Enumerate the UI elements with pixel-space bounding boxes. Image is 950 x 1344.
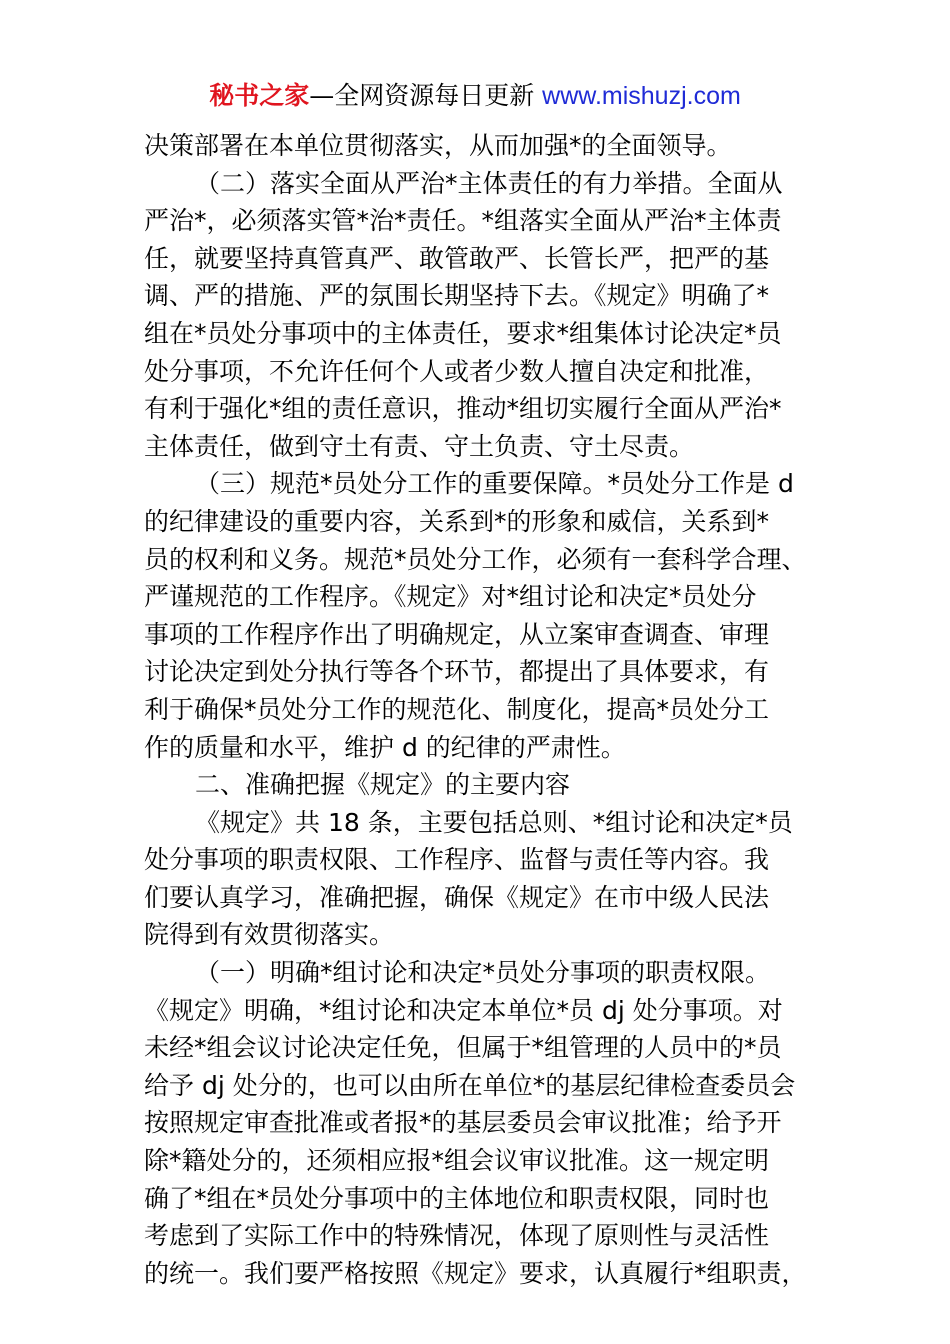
text-line: 员的权利和义务。规范*员处分工作，必须有一套科学合理、 bbox=[144, 544, 807, 574]
site-header bbox=[0, 78, 950, 114]
text-line: 处分事项，不允许任何个人或者少数人擅自决定和批准， bbox=[144, 356, 770, 386]
text-line: 二、准确把握《规定》的主要内容 bbox=[195, 770, 571, 800]
text-line: 利于确保*员处分工作的规范化、制度化，提高*员处分工 bbox=[144, 694, 770, 724]
text-line: 未经*组会议讨论决定任免，但属于*组管理的人员中的*员 bbox=[144, 1033, 782, 1063]
site-tagline: —全网资源每日更新 bbox=[309, 81, 543, 110]
text-line: 确了*组在*员处分事项中的主体地位和职责权限，同时也 bbox=[144, 1183, 770, 1213]
text-line: 事项的工作程序作出了明确规定，从立案审查调查、审理 bbox=[144, 619, 770, 649]
text-line: 处分事项的职责权限、工作程序、监督与责任等内容。我 bbox=[144, 845, 770, 875]
text-line: 《规定》明确，*组讨论和决定本单位*员 dj 处分事项。对 bbox=[144, 995, 783, 1025]
text-line: 按照规定审查批准或者报*的基层委员会审议批准；给予开 bbox=[144, 1108, 782, 1138]
document-body bbox=[144, 127, 824, 1292]
text-line: 调、严的措施、严的氛围长期坚持下去。《规定》明确了* bbox=[144, 281, 770, 311]
text-line: 考虑到了实际工作中的特殊情况，体现了原则性与灵活性 bbox=[144, 1221, 770, 1251]
text-line: 给予 dj 处分的，也可以由所在单位*的基层纪律检查委员会 bbox=[144, 1070, 796, 1100]
text-line: 任，就要坚持真管真严、敢管敢严、长管长严，把严的基 bbox=[144, 243, 770, 273]
text-line: 有利于强化*组的责任意识，推动*组切实履行全面从严治* bbox=[144, 394, 782, 424]
text-line: 决策部署在本单位贯彻落实，从而加强*的全面领导。 bbox=[144, 131, 732, 160]
text-line: 们要认真学习，准确把握，确保《规定》在市中级人民法 bbox=[144, 882, 770, 912]
text-line: 严治*，必须落实管*治*责任。*组落实全面从严治*主体责 bbox=[144, 206, 782, 236]
text-line: （三）规范*员处分工作的重要保障。*员处分工作是 d bbox=[195, 469, 794, 499]
text-line: 严谨规范的工作程序。《规定》对*组讨论和决定*员处分 bbox=[144, 582, 757, 612]
text-line: 组在*员处分事项中的主体责任，要求*组集体讨论决定*员 bbox=[144, 318, 782, 348]
text-line: 《规定》共 18 条，主要包括总则、*组讨论和决定*员 bbox=[195, 807, 793, 837]
text-line: （二）落实全面从严治*主体责任的有力举措。全面从 bbox=[195, 168, 783, 198]
site-url-link[interactable]: www.mishuzj.com bbox=[542, 82, 741, 110]
text-line: 院得到有效贯彻落实。 bbox=[144, 920, 395, 950]
text-line: 作的质量和水平，维护 d 的纪律的严肃性。 bbox=[144, 732, 626, 762]
text-line: 主体责任，做到守土有责、守土负责、守土尽责。 bbox=[144, 431, 695, 461]
text-line: 讨论决定到处分执行等各个环节，都提出了具体要求，有 bbox=[144, 657, 770, 687]
text-line: 的统一。我们要严格按照《规定》要求，认真履行*组职责， bbox=[144, 1258, 807, 1288]
text-line: 除*籍处分的，还须相应报*组会议审议批准。这一规定明 bbox=[144, 1146, 770, 1176]
text-line: 的纪律建设的重要内容，关系到*的形象和威信，关系到* bbox=[144, 506, 770, 536]
site-brand: 秘书之家 bbox=[209, 81, 310, 110]
text-line: （一）明确*组讨论和决定*员处分事项的职责权限。 bbox=[195, 958, 771, 988]
